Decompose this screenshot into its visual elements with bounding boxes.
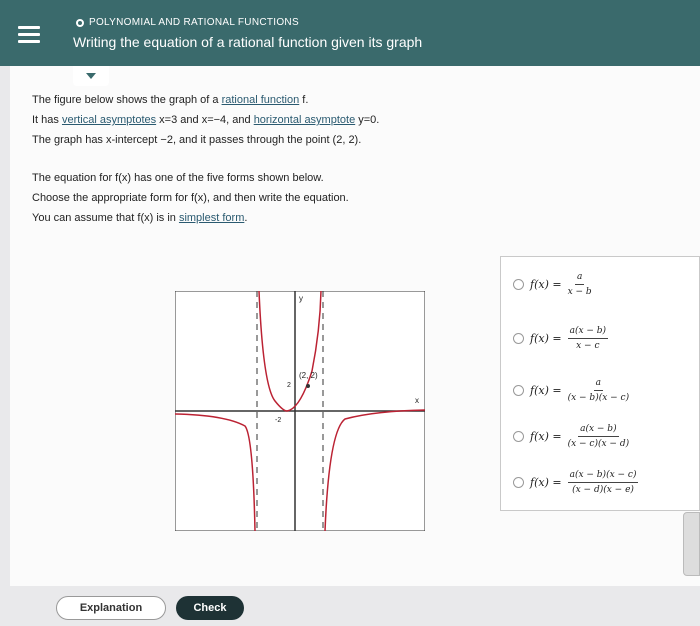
simplest-form-link[interactable]: simplest form (178, 212, 245, 224)
side-panel-tab[interactable] (683, 512, 700, 576)
chevron-down-icon (86, 73, 96, 79)
choice-4[interactable]: f(x) = $\frac{a(x - b)}{(x - c)(x - d)}$ (501, 409, 700, 463)
topic-label (76, 17, 299, 28)
topic-text: POLYNOMIAL AND RATIONAL FUNCTIONS (89, 17, 299, 28)
choice-5[interactable]: f(x) = $\frac{a(x - b)(x - c)}{(x - d)(x - e)}$ (501, 455, 700, 509)
point-label: (2, 2) (299, 371, 318, 380)
point-marker (306, 384, 310, 388)
choice-3[interactable]: f(x) = $\frac{a}{(x - b)(x - c)}$ (501, 363, 700, 417)
axis-x-label: x (415, 396, 419, 405)
explanation-button[interactable]: Explanation (56, 596, 166, 620)
problem-line-5: Choose the appropriate form for f(x), and then write the equation. (32, 192, 349, 204)
vertical-asymptotes-link[interactable]: vertical asymptotes (61, 114, 157, 126)
radio-4[interactable] (513, 431, 524, 442)
collapse-toggle[interactable] (73, 66, 109, 86)
problem-line-2: It has vertical asymptotes x=3 and x=−4, and horizontal asymptote y=0. (32, 114, 380, 126)
radio-2[interactable] (513, 333, 524, 344)
check-button[interactable]: Check (176, 596, 244, 620)
page-title: Writing the equation of a rational function given its graph (73, 34, 423, 50)
problem-line-1: The figure below shows the graph of a rational function f. (32, 94, 309, 106)
horizontal-asymptote-link[interactable]: horizontal asymptote (253, 114, 356, 126)
radio-5[interactable] (513, 477, 524, 488)
header-bar (0, 0, 700, 66)
choice-2[interactable]: f(x) = $\frac{a(x - b)}{x - c}$ (501, 311, 700, 365)
radio-1[interactable] (513, 279, 524, 290)
rational-function-link[interactable]: rational function (221, 94, 300, 106)
axis-y-label: y (299, 294, 303, 303)
question-panel (10, 66, 700, 586)
menu-icon[interactable] (18, 26, 40, 47)
tick-label-2: 2 (287, 382, 291, 389)
tick-label-neg2: -2 (275, 417, 282, 424)
function-graph (175, 291, 425, 531)
choice-box (500, 256, 700, 511)
problem-line-3: The graph has x-intercept −2, and it passes through the point (2, 2). (32, 134, 362, 146)
problem-line-4: The equation for f(x) has one of the five forms shown below. (32, 172, 324, 184)
problem-line-6: You can assume that f(x) is in simplest form. (32, 212, 248, 224)
topic-circle-icon (76, 19, 84, 27)
radio-3[interactable] (513, 385, 524, 396)
choice-1[interactable]: f(x) = $\frac{a}{x - b}$ (501, 257, 700, 311)
